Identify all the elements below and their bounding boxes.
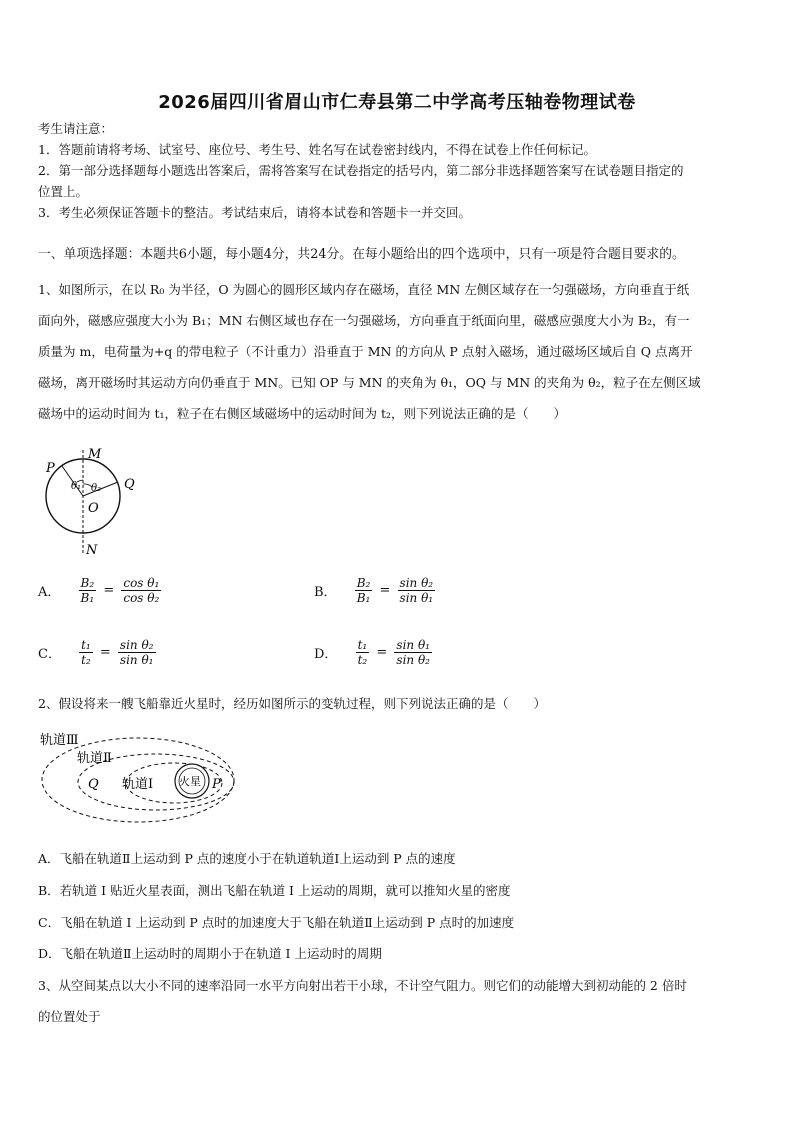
notice-item: 3．考生必须保证答题卡的整洁。考试结束后，请将本试卷和答题卡一并交回。 [38,205,471,220]
option-a[interactable]: A． $\frac{\text{B₂}}{\text{B₁}}$ = $\frac{\text{cos θ₁}}{\text{cos θ₂}}$ [38,576,160,605]
label-p: P [212,777,221,792]
label-mars: 火星 [179,775,201,788]
question-1-figure [36,444,146,562]
question-2-figure [36,726,236,836]
option-b[interactable]: B． $\frac{\text{B₂}}{\text{B₁}}$ = $\frac{\text{sin θ₂}}{\text{sin θ₁}}$ [314,576,434,605]
option-c[interactable]: C． $\frac{\text{t₁}}{\text{t₂}}$ = $\frac{\text{sin θ₂}}{\text{sin θ₁}}$ [38,638,154,667]
option-d[interactable]: D． $\frac{\text{t₁}}{\text{t₂}}$ = $\frac{\text{sin θ₁}}{\text{sin θ₂}}$ [314,638,430,667]
label-n: N [86,543,98,558]
notice-item: 2．第一部分选择题每小题选出答案后，需将答案写在试卷指定的括号内，第二部分非选择题答案写在试卷题目指定的 [38,163,684,178]
question-2-option-c[interactable]: C．飞船在轨道 I 上运动到 P 点时的加速度大于飞船在轨道Ⅱ上运动到 P 点时的加速度 [38,915,515,930]
label-o: O [88,501,99,516]
label-orbit3: 轨道Ⅲ [40,733,79,748]
label-q: Q [88,777,99,792]
notice-item: 位置上。 [38,184,89,199]
question-1-line: 磁场中的运动时间为 t₁，粒子在右侧区域磁场中的运动时间为 t₂，则下列说法正确的是（ ） [38,406,567,421]
question-1-line: 磁场，离开磁场时其运动方向仍垂直于 MN。已知 OP 与 MN 的夹角为 θ₁，OQ 与 MN 的夹角为 θ₂，粒子在左侧区域 [38,375,701,390]
label-orbit2: 轨道Ⅱ [77,751,112,766]
label-theta1: θ₁ [71,481,82,492]
label-orbit1: 轨道Ⅰ [122,777,154,792]
question-3-line: 的位置处于 [38,1009,101,1024]
question-2-stem: 2、假设将来一艘飞船靠近火星时，经历如图所示的变轨过程，则下列说法正确的是（ ） [38,696,546,711]
question-1-line: 质量为 m，电荷量为+q 的带电粒子（不计重力）沿垂直于 MN 的方向从 P 点射入磁场，通过磁场区域后自 Q 点离开 [38,344,693,359]
question-2-option-b[interactable]: B．若轨道 I 贴近火星表面，测出飞船在轨道 I 上运动的周期，就可以推知火星的密度 [38,883,511,898]
question-3-line: 3、从空间某点以大小不同的速率沿同一水平方向射出若干小球，不计空气阻力。则它们的动能增大到初动能的 2 倍时 [38,978,687,993]
question-1-line: 1、如图所示，在以 R₀ 为半径，O 为圆心的圆形区域内存在磁场，直径 MN 左侧区域存在一匀强磁场，方向垂直于纸 [38,282,690,297]
section-heading: 一、单项选择题：本题共6小题，每小题4分，共24分。在每小题给出的四个选项中，只有一项是符合题目要求的。 [38,247,685,262]
page-title: 2026届四川省眉山市仁寿县第二中学高考压轴卷物理试卷 [158,92,636,113]
notice-item: 1．答题前请将考场、试室号、座位号、考生号、姓名写在试卷密封线内，不得在试卷上作任何标记。 [38,142,596,157]
notice-heading: 考生请注意： [38,121,114,136]
question-2-option-a[interactable]: A．飞船在轨道Ⅱ上运动到 P 点的速度小于在轨道轨道Ⅰ上运动到 P 点的速度 [38,851,456,866]
label-q: Q [124,477,135,492]
question-2-option-d[interactable]: D．飞船在轨道Ⅱ上运动时的周期小于在轨道 I 上运动时的周期 [38,946,382,961]
label-p: P [46,461,55,476]
label-m: M [88,447,102,462]
question-1-line: 面向外，磁感应强度大小为 B₁；MN 右侧区域也存在一匀强磁场，方向垂直于纸面向里，磁感应强度大小为 B₂，有一 [38,313,690,328]
label-theta2: θ₂ [91,483,102,494]
